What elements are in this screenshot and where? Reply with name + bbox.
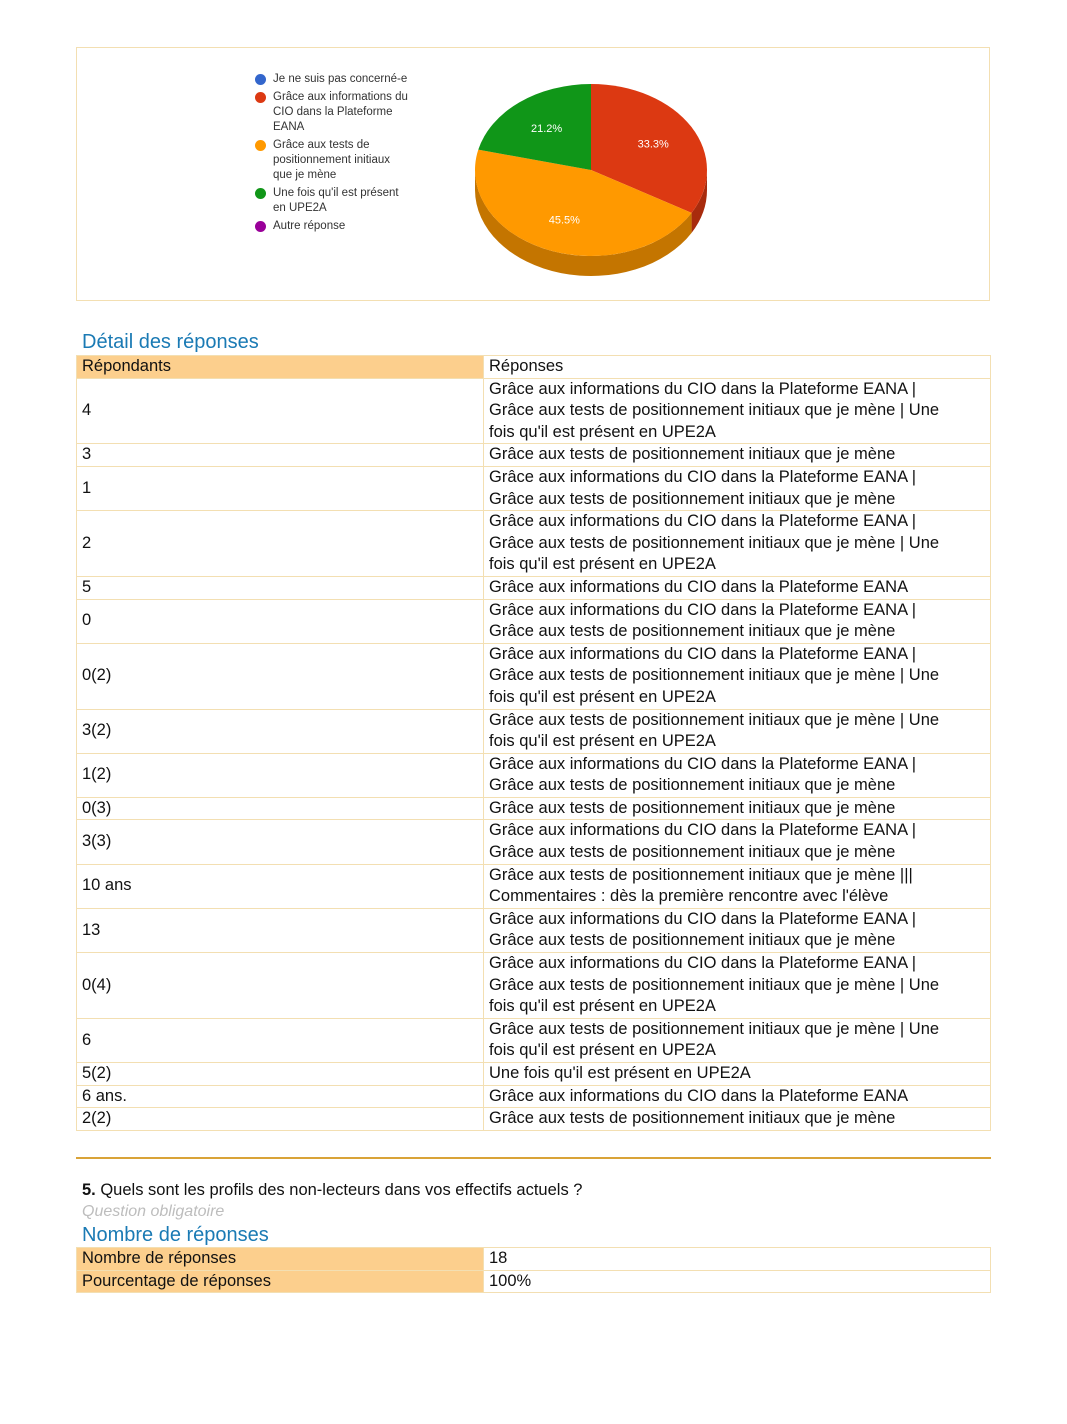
response-line: Grâce aux tests de positionnement initiaux que je mène | Une [489,710,940,729]
response-line: Grâce aux informations du CIO dans la Plateforme EANA | [489,600,917,619]
table-row [77,511,991,577]
response-line: Grâce aux informations du CIO dans la Plateforme EANA [489,1086,909,1105]
table-row [77,908,991,952]
legend-dot-icon [255,140,266,151]
response-cell [484,709,991,753]
question-text: Quels sont les profils des non-lecteurs dans vos effectifs actuels ? [95,1181,583,1199]
response-line: Grâce aux tests de positionnement initiaux que je mène [489,843,896,862]
response-line: Grâce aux informations du CIO dans la Plateforme EANA | [489,754,917,773]
respondent-cell: 2(2) [77,1108,484,1131]
chart-legend [255,72,435,237]
table-row [77,1018,991,1062]
legend-label-line: en UPE2A [273,202,327,214]
count-value: 18 [484,1248,991,1271]
response-cell [484,576,991,599]
table-row [77,709,991,753]
table-row [77,599,991,643]
table-row [77,1063,991,1086]
header-respondents: Répondants [77,356,484,379]
respondent-cell: 1(2) [77,753,484,797]
legend-label [273,186,399,216]
table-row [77,1108,991,1131]
response-cell [484,599,991,643]
response-line: Grâce aux informations du CIO dans la Plateforme EANA | [489,909,917,928]
respondent-cell: 3(2) [77,709,484,753]
legend-label [273,138,390,183]
legend-label-line: positionnement initiaux [273,154,390,166]
legend-dot-icon [255,74,266,85]
response-line: Grâce aux tests de positionnement initiaux que je mène | Une [489,1019,940,1038]
response-line: Grâce aux tests de positionnement initiaux que je mène [489,931,896,950]
response-cell [484,511,991,577]
header-responses: Réponses [484,356,991,379]
response-line: fois qu'il est présent en UPE2A [489,997,716,1016]
response-line: Grâce aux tests de positionnement initiaux que je mène [489,798,896,817]
respondent-cell: 0(3) [77,797,484,820]
response-line: Grâce aux informations du CIO dans la Plateforme EANA | [489,644,917,663]
response-cell [484,953,991,1019]
counts-table [76,1247,991,1293]
legend-label-line: Grâce aux tests de [273,139,370,151]
legend-item [255,138,435,183]
respondent-cell: 10 ans [77,864,484,908]
response-cell [484,1018,991,1062]
detail-header-row [77,356,991,379]
respondent-cell: 5 [77,576,484,599]
response-line: Grâce aux tests de positionnement initiaux que je mène [489,489,896,508]
detail-title: Détail des réponses [82,331,259,353]
response-line: Grâce aux informations du CIO dans la Plateforme EANA | [489,467,917,486]
response-line: fois qu'il est présent en UPE2A [489,1041,716,1060]
legend-item [255,72,435,87]
response-line: fois qu'il est présent en UPE2A [489,422,716,441]
respondent-cell: 3 [77,444,484,467]
response-line: Grâce aux tests de positionnement initiaux que je mène | Une [489,401,940,420]
response-cell [484,797,991,820]
response-cell [484,1085,991,1108]
table-row [77,864,991,908]
table-row [77,466,991,510]
table-row [77,820,991,864]
response-line: Grâce aux tests de positionnement initiaux que je mène ||| [489,865,913,884]
respondent-cell: 13 [77,908,484,952]
response-line: Grâce aux tests de positionnement initiaux que je mène | Une [489,666,940,685]
legend-label-line: CIO dans la Plateforme [273,106,393,118]
response-cell [484,820,991,864]
legend-label-line: EANA [273,121,305,133]
response-line: Grâce aux informations du CIO dans la Plateforme EANA | [489,954,917,973]
response-line: Commentaires : dès la première rencontre avec l'élève [489,887,889,906]
table-row [77,1248,991,1271]
table-row [77,753,991,797]
response-cell [484,466,991,510]
response-line: Grâce aux tests de positionnement initiaux que je mène [489,622,896,641]
table-row [77,378,991,444]
count-label: Pourcentage de réponses [77,1270,484,1293]
table-row [77,643,991,709]
pie-value-label: 33.3% [637,138,669,151]
table-row [77,953,991,1019]
response-cell [484,753,991,797]
legend-label-line: Autre réponse [273,220,346,232]
response-line: Grâce aux informations du CIO dans la Plateforme EANA | [489,512,917,531]
detail-table [76,355,991,1131]
response-line: Grâce aux tests de positionnement initiaux que je mène [489,445,896,464]
response-line: Grâce aux tests de positionnement initiaux que je mène [489,1109,896,1128]
legend-label [273,219,345,234]
response-cell [484,1063,991,1086]
pie-value-label: 21.2% [530,123,563,136]
counts-title: Nombre de réponses [82,1224,269,1246]
question-number: 5. [82,1181,96,1199]
pie-chart [460,70,720,290]
respondent-cell: 5(2) [77,1063,484,1086]
response-cell [484,1108,991,1131]
pie-value-label: 45.5% [548,214,580,227]
respondent-cell: 0(2) [77,643,484,709]
respondent-cell: 2 [77,511,484,577]
legend-label-line: Je ne suis pas concerné-e [273,73,408,85]
table-row [77,797,991,820]
respondent-cell: 4 [77,378,484,444]
table-row [77,444,991,467]
response-line: Grâce aux informations du CIO dans la Plateforme EANA | [489,821,917,840]
legend-label [273,90,408,135]
response-line: Grâce aux tests de positionnement initiaux que je mène | Une [489,533,940,552]
legend-item [255,219,435,234]
legend-label-line: Une fois qu'il est présent [273,187,399,199]
legend-item [255,90,435,135]
response-line: fois qu'il est présent en UPE2A [489,555,716,574]
legend-label-line: Grâce aux informations du [273,91,408,103]
count-value: 100% [484,1270,991,1293]
legend-dot-icon [255,92,266,103]
response-line: fois qu'il est présent en UPE2A [489,732,716,751]
respondent-cell: 6 [77,1018,484,1062]
respondent-cell: 0 [77,599,484,643]
legend-item [255,186,435,216]
legend-label [273,72,407,87]
response-cell [484,378,991,444]
response-line: Grâce aux informations du CIO dans la Plateforme EANA [489,577,909,596]
response-cell [484,643,991,709]
table-row [77,1085,991,1108]
question-5 [82,1181,582,1200]
legend-dot-icon [255,188,266,199]
respondent-cell: 3(3) [77,820,484,864]
response-cell [484,864,991,908]
legend-label-line: que je mène [273,169,337,181]
response-line: Grâce aux informations du CIO dans la Plateforme EANA | [489,379,917,398]
legend-dot-icon [255,221,266,232]
response-line: Une fois qu'il est présent en UPE2A [489,1064,751,1082]
response-cell [484,908,991,952]
response-line: Grâce aux tests de positionnement initiaux que je mène [489,776,896,795]
table-row [77,576,991,599]
respondent-cell: 6 ans. [77,1085,484,1108]
respondent-cell: 1 [77,466,484,510]
section-divider [76,1157,991,1159]
response-line: fois qu'il est présent en UPE2A [489,687,716,706]
count-label: Nombre de réponses [77,1248,484,1271]
response-cell [484,444,991,467]
table-row [77,1270,991,1293]
response-line: Grâce aux tests de positionnement initiaux que je mène | Une [489,975,940,994]
question-obligatory: Question obligatoire [82,1203,225,1220]
respondent-cell: 0(4) [77,953,484,1019]
